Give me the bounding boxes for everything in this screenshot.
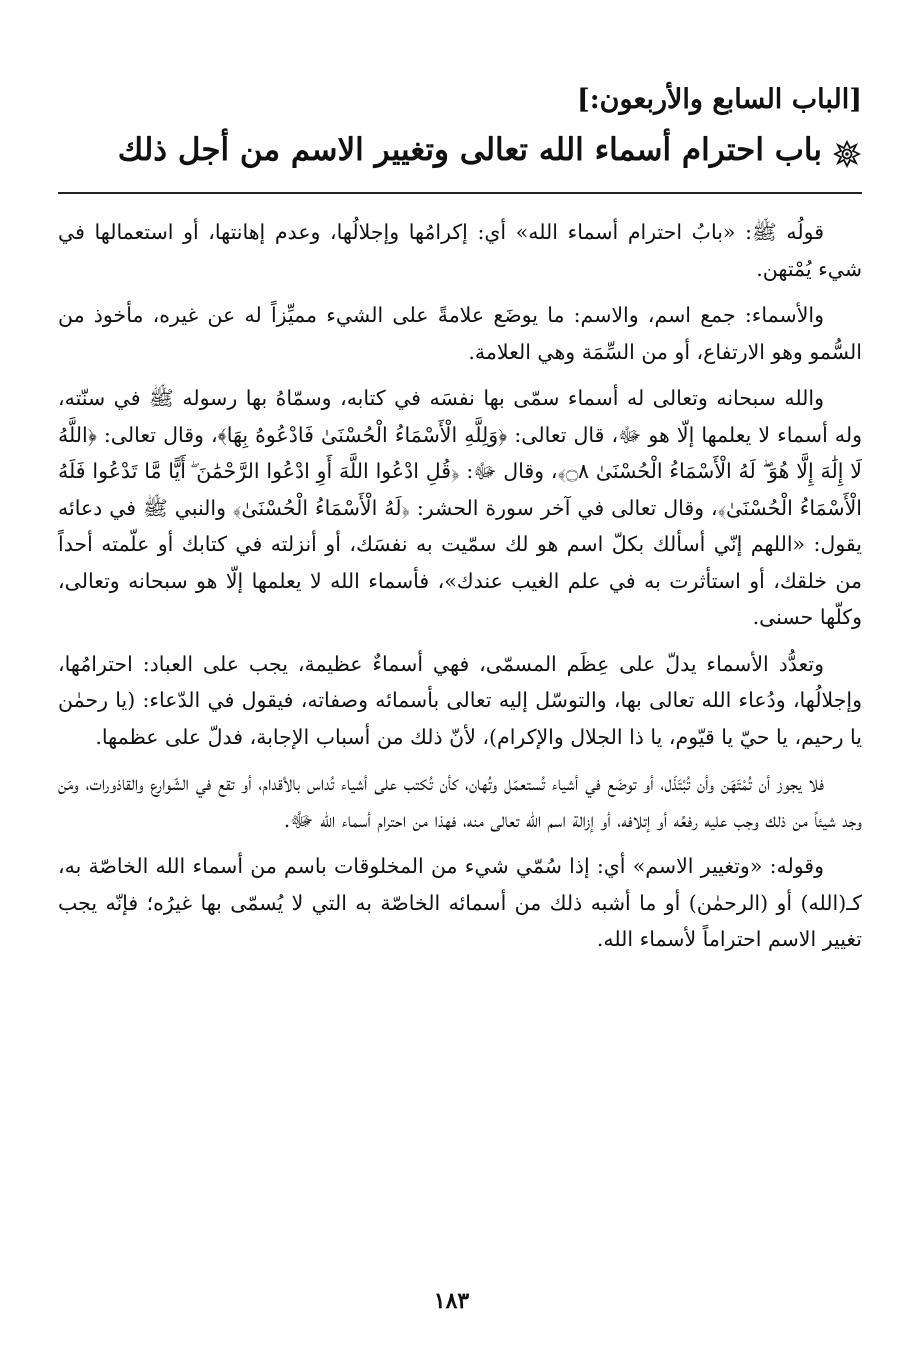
paragraph-6: وقوله: «وتغيير الاسم» أي: إذا سُمّي شيء من المخلوقات باسم من أسماء الله الخاصّة به، كـ(الله) أو (الرحمٰن) أو ما أشبه ذلك من أسمائه الخاصّة به التي لا يُسمّى بها غيرُه؛ فإنّه يجب تغيير الاسم احتراماً لأسماء الله.: [58, 854, 862, 951]
chapter-label: [الباب السابع والأربعون:]: [576, 84, 862, 115]
document-page: [58, 80, 862, 968]
chapter-title-text: باب احترام أسماء الله تعالى وتغيير الاسم من أجل ذلك: [117, 132, 822, 168]
paragraph-2: والأسماء: جمع اسم، والاسم: ما يوضَع علامةً على الشيء مميِّزاً له عن غيره، مأخوذ من السُّمو وهو الارتفاع، أو من السِّمَة وهي العلامة.: [58, 303, 862, 364]
chapter-title-row: [58, 126, 862, 174]
page-number: ١٨٣: [433, 1288, 470, 1314]
title-divider: [58, 192, 862, 194]
paragraph-4: وتعدُّد الأسماء يدلّ على عِظَم المسمّى، فهي أسماءٌ عظيمة، يجب على العباد: احترامُها، وإجلالُها، ودُعاء الله تعالى بها، والتوسّل إليه تعالى بأسمائه وصفاته، فيقول في الدّعاء: (يا رحمٰن يا رحيم، يا حيّ يا قيّوم، يا ذا الجلال والإكرام)، لأنّ ذلك من أسباب الإجابة، فدلّ على عظمها.: [58, 651, 862, 749]
paragraph-3: والله سبحانه وتعالى له أسماء سمّى بها نفسَه في كتابه، وسمّاهُ بها رسوله ﷺ في سنّته، وله أسماء لا يعلمها إلّا هو ﷻ، قال تعالى: ﴿وَلِلَّهِ الْأَسْمَاءُ الْحُسْنَىٰ فَادْعُوهُ بِهَا﴾، وقال تعالى: ﴿اللَّهُ لَا إِلَٰهَ إِلَّا هُوَ ۖ لَهُ الْأَسْمَاءُ الْحُسْنَىٰ ۝٨﴾، وقال ﷻ: ﴿قُلِ ادْعُوا اللَّهَ أَوِ ادْعُوا الرَّحْمَٰنَ ۖ أَيًّا مَّا تَدْعُوا فَلَهُ الْأَسْمَاءُ الْحُسْنَىٰ﴾، وقال تعالى في آخر سورة الحشر: ﴿لَهُ الْأَسْمَاءُ الْحُسْنَىٰ﴾ والنبي ﷺ في دعائه يقول: «اللهم إنّي أسألك بكلّ اسم هو لك سمّيت به نفسَك، أو أنزلته في كتابك أو علّمته أحداً من خلقك، أو استأثرت به في علم الغيب عندك»، فأسماء الله لا يعلمها إلّا هو سبحانه وتعالى، وكلّها حسنى.: [58, 386, 862, 629]
paragraph-1: قولُه ﷺ: «بابُ احترام أسماء الله» أي: إكرامُها وإجلالُها، وعدم إهانتها، أو استعمالها في شيء يُمْتهن.: [58, 220, 862, 281]
paragraph-5: فلا يجوز أن تُمْتَهَن وأن تُبْتَذَل، أو توضَع في أشياء تُستعمَل وتُهان، كأن تُكتب على أشياء تُداس بالأقدام، أو تقع في الشّوارع والقاذورات، ومَن وجد شيئاً من ذلك وجب عليه رفعُه أو إتلافه، أو إزالة اسم الله تعالى منه، فهذا من احترام أسماء الله ﷻ.: [58, 771, 862, 832]
flower-ornament-icon: [832, 135, 862, 165]
